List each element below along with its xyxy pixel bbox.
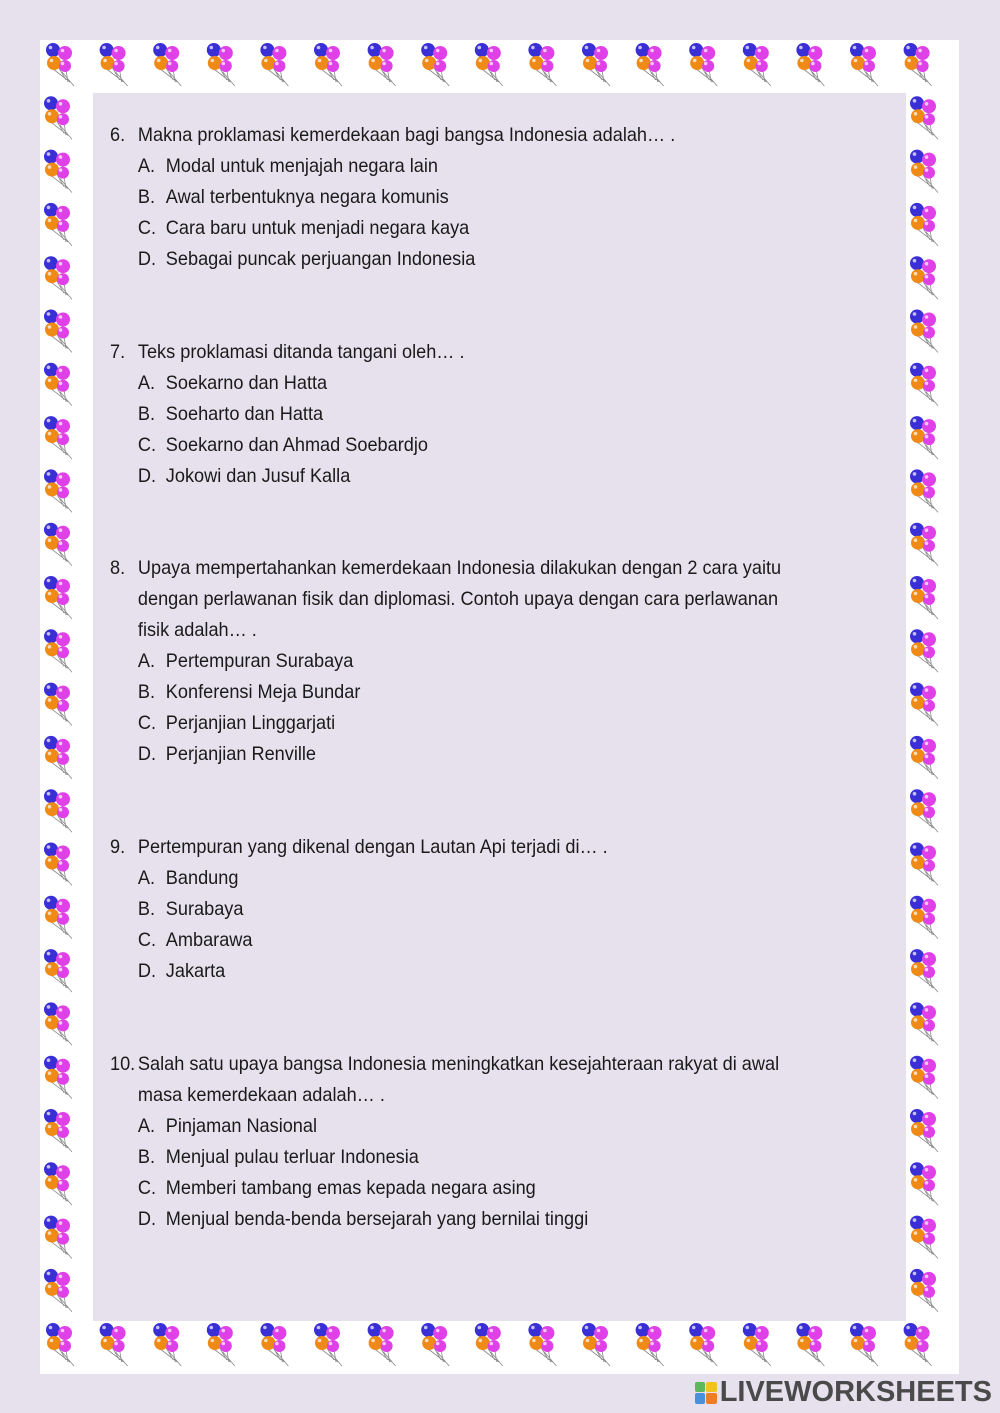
option-letter: B. <box>137 681 156 703</box>
balloon-cluster-icon <box>44 576 72 619</box>
logo-tile <box>706 1393 717 1404</box>
question-number: 7. <box>110 341 126 363</box>
balloon-cluster-icon <box>44 416 72 459</box>
balloon-cluster-icon <box>44 1109 72 1152</box>
balloon-cluster-icon <box>100 1323 128 1366</box>
option-d <box>138 1204 798 1235</box>
question-text: Salah satu upaya bangsa Indonesia meningkatkan kesejahteraan rakyat di awal masa kemerdekaan adalah… . <box>137 1053 780 1106</box>
question-text: Teks proklamasi ditanda tangani oleh… . <box>137 341 465 363</box>
option-text: Sebagai puncak perjuangan Indonesia <box>165 248 476 270</box>
balloon-cluster-icon <box>850 1323 878 1366</box>
balloon-cluster-icon <box>743 1323 771 1366</box>
balloon-cluster-icon <box>582 43 610 86</box>
balloon-cluster-icon <box>260 1323 288 1366</box>
balloon-cluster-icon <box>44 469 72 512</box>
question-number: 9. <box>110 836 126 858</box>
option-c <box>138 925 798 956</box>
option-text: Soekarno dan Hatta <box>165 372 328 394</box>
balloon-cluster-icon <box>44 1162 72 1205</box>
balloon-cluster-icon <box>44 1056 72 1099</box>
option-a <box>138 646 798 677</box>
option-d <box>138 244 798 275</box>
option-text: Menjual benda-benda bersejarah yang bernilai tinggi <box>165 1208 589 1230</box>
option-a <box>138 1111 798 1142</box>
option-c <box>138 1173 798 1204</box>
balloon-cluster-icon <box>743 43 771 86</box>
option-letter: B. <box>137 186 156 208</box>
option-text: Ambarawa <box>165 929 253 951</box>
balloon-cluster-icon <box>910 736 938 779</box>
option-letter: A. <box>137 867 156 889</box>
option-text: Surabaya <box>165 898 244 920</box>
question-number: 8. <box>110 557 126 579</box>
balloon-cluster-icon <box>689 1323 717 1366</box>
balloon-cluster-icon <box>910 310 938 353</box>
balloon-cluster-icon <box>475 1323 503 1366</box>
balloon-cluster-icon <box>153 1323 181 1366</box>
question-text: Upaya mempertahankan kemerdekaan Indonesia dilakukan dengan 2 cara yaitu dengan perlawanan fisik dan diplomasi. Contoh upaya dengan cara perlawanan fisik adalah… . <box>137 557 782 641</box>
option-d <box>138 956 798 987</box>
option-text: Perjanjian Renville <box>165 743 317 765</box>
balloon-cluster-icon <box>44 203 72 246</box>
option-d <box>138 739 798 770</box>
question-text: Makna proklamasi kemerdekaan bagi bangsa Indonesia adalah… . <box>137 124 676 146</box>
option-c <box>138 213 798 244</box>
balloon-cluster-icon <box>796 1323 824 1366</box>
balloon-cluster-icon <box>910 1002 938 1045</box>
question-number: 6. <box>110 124 126 146</box>
balloon-cluster-icon <box>910 416 938 459</box>
option-letter: A. <box>137 372 156 394</box>
option-text: Awal terbentuknya negara komunis <box>165 186 449 208</box>
balloon-cluster-icon <box>368 43 396 86</box>
option-text: Perjanjian Linggarjati <box>165 712 336 734</box>
option-b <box>138 677 798 708</box>
option-letter: D. <box>137 465 157 487</box>
option-letter: A. <box>137 155 156 177</box>
balloon-cluster-icon <box>207 1323 235 1366</box>
option-letter: C. <box>137 217 157 239</box>
option-d <box>138 461 798 492</box>
balloon-cluster-icon <box>475 43 503 86</box>
logo-tile <box>695 1382 706 1393</box>
balloon-cluster-icon <box>689 43 717 86</box>
option-b <box>138 182 798 213</box>
balloon-cluster-icon <box>910 896 938 939</box>
balloon-cluster-icon <box>636 43 664 86</box>
balloon-cluster-icon <box>582 1323 610 1366</box>
option-text: Pinjaman Nasional <box>165 1115 318 1137</box>
balloon-cluster-icon <box>44 896 72 939</box>
balloon-cluster-icon <box>910 1109 938 1152</box>
balloon-cluster-icon <box>44 150 72 193</box>
balloon-cluster-icon <box>44 629 72 672</box>
balloon-cluster-icon <box>910 1269 938 1312</box>
balloon-cluster-icon <box>910 683 938 726</box>
option-text: Konferensi Meja Bundar <box>165 681 361 703</box>
option-letter: D. <box>137 743 157 765</box>
balloon-cluster-icon <box>207 43 235 86</box>
option-letter: C. <box>137 434 157 456</box>
liveworksheets-logo-icon <box>695 1382 717 1404</box>
balloon-cluster-icon <box>910 96 938 139</box>
balloon-cluster-icon <box>44 96 72 139</box>
option-a <box>138 368 798 399</box>
balloon-cluster-icon <box>796 43 824 86</box>
balloon-cluster-icon <box>260 43 288 86</box>
option-letter: D. <box>137 960 157 982</box>
balloon-cluster-icon <box>421 43 449 86</box>
option-b <box>138 894 798 925</box>
option-text: Menjual pulau terluar Indonesia <box>165 1146 419 1168</box>
balloon-cluster-icon <box>904 1323 932 1366</box>
balloon-cluster-icon <box>910 789 938 832</box>
balloon-cluster-icon <box>910 1056 938 1099</box>
balloon-cluster-icon <box>910 576 938 619</box>
question-8 <box>110 553 798 770</box>
liveworksheets-brand[interactable] <box>695 1376 992 1409</box>
balloon-cluster-icon <box>44 1269 72 1312</box>
balloon-cluster-icon <box>910 1216 938 1259</box>
balloon-cluster-icon <box>368 1323 396 1366</box>
option-text: Cara baru untuk menjadi negara kaya <box>165 217 470 239</box>
balloon-cluster-icon <box>910 843 938 886</box>
balloon-cluster-icon <box>910 256 938 299</box>
balloon-cluster-icon <box>910 1162 938 1205</box>
option-text: Jokowi dan Jusuf Kalla <box>165 465 351 487</box>
balloon-cluster-icon <box>44 683 72 726</box>
balloon-cluster-icon <box>46 1323 74 1366</box>
option-a <box>138 863 798 894</box>
balloon-cluster-icon <box>314 43 342 86</box>
balloon-cluster-icon <box>44 310 72 353</box>
balloon-cluster-icon <box>910 629 938 672</box>
logo-tile <box>706 1382 717 1393</box>
option-text: Modal untuk menjajah negara lain <box>165 155 439 177</box>
option-letter: C. <box>137 712 157 734</box>
option-letter: B. <box>137 403 156 425</box>
question-6 <box>110 120 798 275</box>
balloon-cluster-icon <box>528 1323 556 1366</box>
option-text: Pertempuran Surabaya <box>165 650 354 672</box>
balloon-cluster-icon <box>153 43 181 86</box>
balloon-cluster-icon <box>910 523 938 566</box>
option-b <box>138 1142 798 1173</box>
option-letter: B. <box>137 1146 156 1168</box>
option-text: Jakarta <box>165 960 226 982</box>
option-c <box>138 708 798 739</box>
balloon-cluster-icon <box>910 150 938 193</box>
balloon-cluster-icon <box>910 949 938 992</box>
option-c <box>138 430 798 461</box>
option-text: Soeharto dan Hatta <box>165 403 324 425</box>
option-letter: C. <box>137 1177 157 1199</box>
balloon-cluster-icon <box>100 43 128 86</box>
option-letter: D. <box>137 1208 157 1230</box>
balloon-cluster-icon <box>44 789 72 832</box>
balloon-cluster-icon <box>636 1323 664 1366</box>
balloon-cluster-icon <box>44 1002 72 1045</box>
question-9 <box>110 832 798 987</box>
option-text: Bandung <box>165 867 239 889</box>
option-letter: B. <box>137 898 156 920</box>
question-10 <box>110 1049 798 1235</box>
balloon-cluster-icon <box>44 1216 72 1259</box>
balloon-cluster-icon <box>904 43 932 86</box>
option-letter: D. <box>137 248 157 270</box>
option-a <box>138 151 798 182</box>
balloon-cluster-icon <box>528 43 556 86</box>
logo-tile <box>695 1393 706 1404</box>
balloon-cluster-icon <box>421 1323 449 1366</box>
option-b <box>138 399 798 430</box>
balloon-cluster-icon <box>314 1323 342 1366</box>
option-letter: A. <box>137 650 156 672</box>
balloon-cluster-icon <box>44 363 72 406</box>
question-number: 10. <box>110 1053 136 1075</box>
balloon-cluster-icon <box>46 43 74 86</box>
balloon-cluster-icon <box>44 949 72 992</box>
question-7 <box>110 337 798 492</box>
balloon-cluster-icon <box>910 363 938 406</box>
option-letter: C. <box>137 929 157 951</box>
option-text: Memberi tambang emas kepada negara asing <box>165 1177 536 1199</box>
option-letter: A. <box>137 1115 156 1137</box>
balloon-cluster-icon <box>44 736 72 779</box>
balloon-cluster-icon <box>44 256 72 299</box>
balloon-cluster-icon <box>44 843 72 886</box>
balloon-cluster-icon <box>910 203 938 246</box>
balloon-cluster-icon <box>910 469 938 512</box>
option-text: Soekarno dan Ahmad Soebardjo <box>165 434 428 456</box>
question-text: Pertempuran yang dikenal dengan Lautan Api terjadi di… . <box>137 836 608 858</box>
balloon-cluster-icon <box>850 43 878 86</box>
balloon-cluster-icon <box>44 523 72 566</box>
brand-name: LIVEWORKSHEETS <box>719 1376 992 1408</box>
